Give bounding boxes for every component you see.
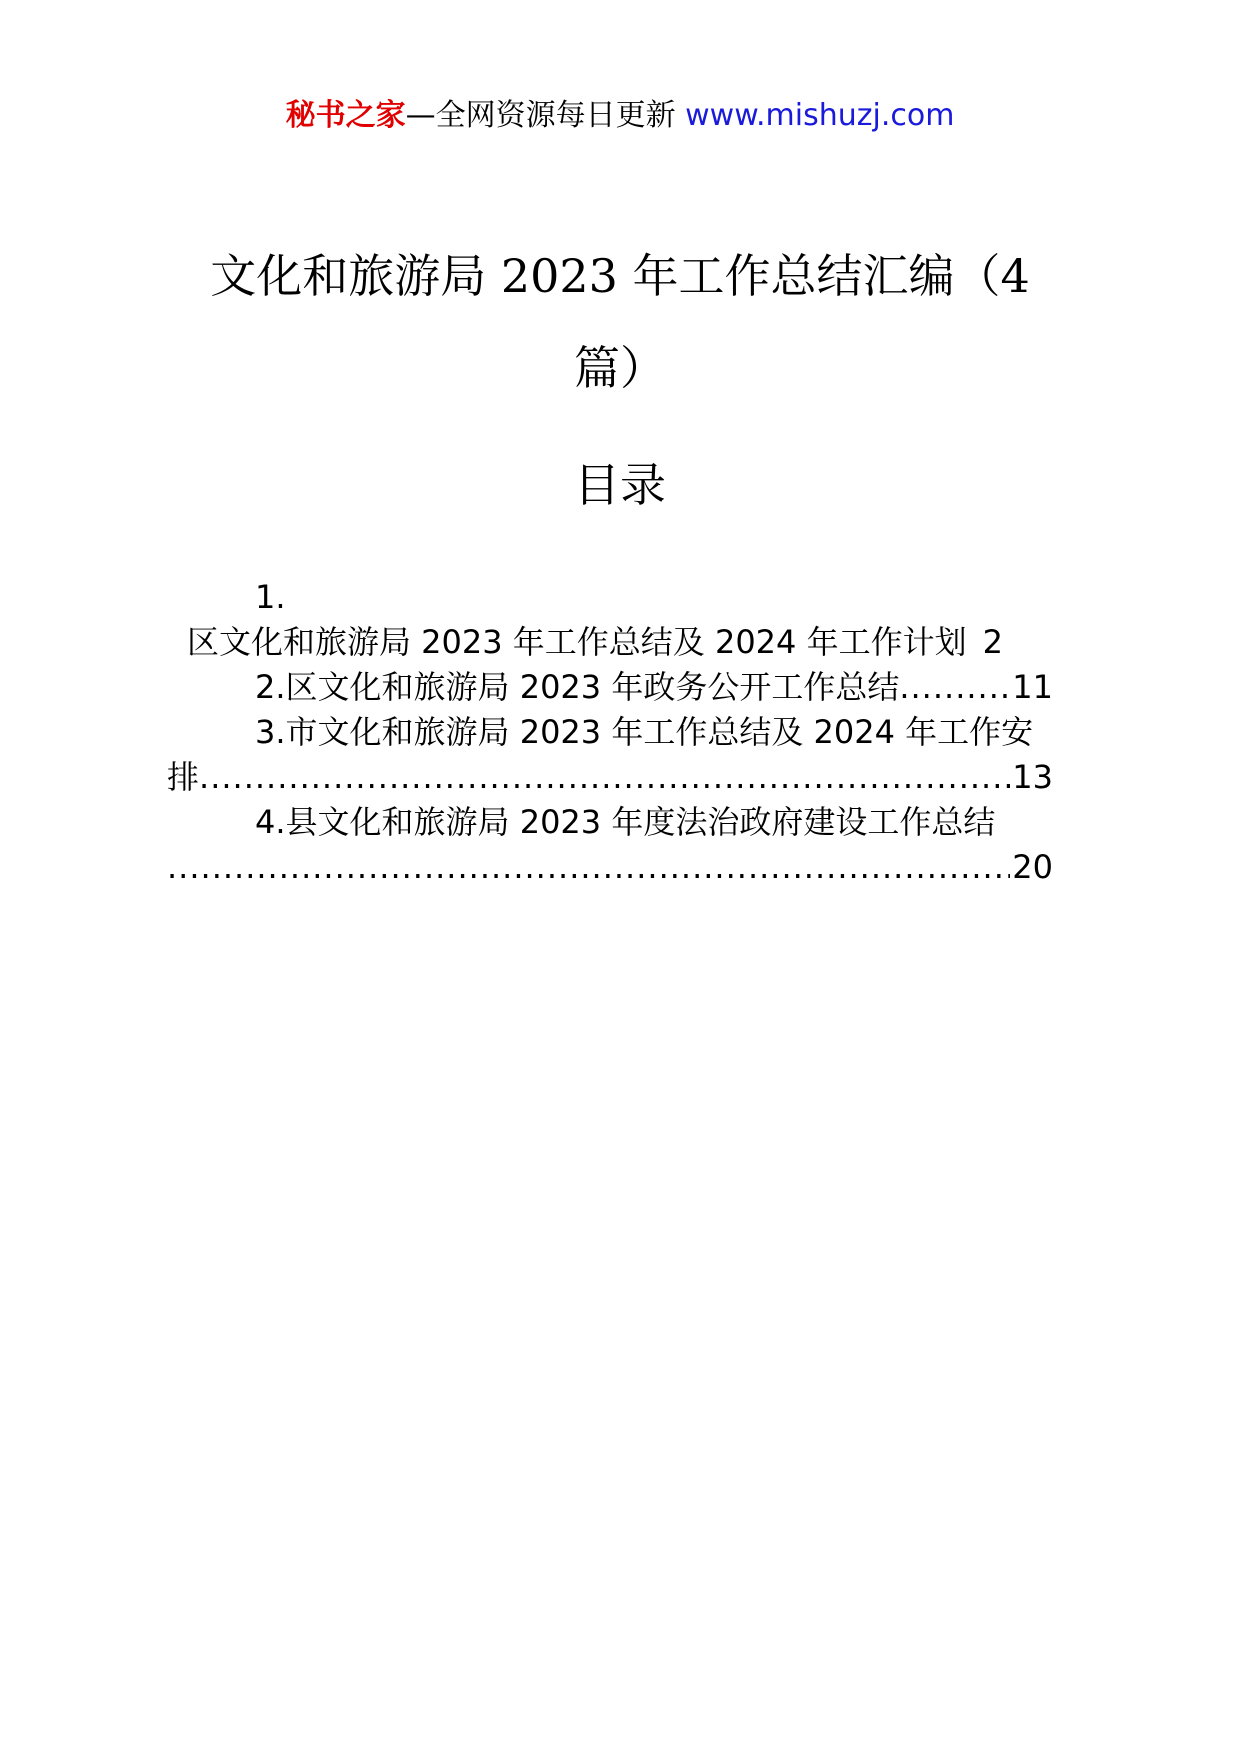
- brand-name: 秘书之家: [285, 98, 406, 133]
- table-of-contents: [167, 575, 1053, 890]
- toc-entry-3-title-line-2: 排: [167, 758, 200, 796]
- toc-entry-3[interactable]: [167, 710, 1053, 800]
- document-title: [200, 230, 1040, 414]
- site-link[interactable]: www.mishuzj.com: [685, 98, 955, 133]
- toc-leader-dots: [167, 845, 1010, 890]
- document-title-line-2: 篇）: [574, 341, 666, 395]
- toc-leader-dots: [199, 755, 1010, 800]
- toc-heading: 目录: [574, 458, 666, 512]
- header-slogan: —全网资源每日更新: [405, 98, 676, 133]
- toc-entry-4-title: 4.县文化和旅游局 2023 年度法治政府建设工作总结: [255, 803, 996, 841]
- toc-leader-dots: [899, 665, 1010, 710]
- toc-entry-4-page: 20: [1012, 848, 1053, 886]
- toc-entry-4[interactable]: [187, 800, 1053, 890]
- toc-entry-2-title: 2.区文化和旅游局 2023 年政务公开工作总结: [255, 668, 900, 706]
- toc-entry-1-title: 区文化和旅游局 2023 年工作总结及 2024 年工作计划: [187, 623, 967, 661]
- toc-entry-1-number: 1.: [255, 578, 286, 616]
- toc-entry-3-title-line-1: 3.市文化和旅游局 2023 年工作总结及 2024 年工作安: [255, 713, 1034, 751]
- toc-entry-3-page: 13: [1012, 758, 1053, 796]
- toc-entry-1-page: 2: [982, 623, 1003, 661]
- toc-entry-2-page: 11: [1012, 668, 1053, 706]
- toc-entry-2[interactable]: [187, 665, 1053, 710]
- toc-entry-1[interactable]: [187, 575, 1053, 665]
- site-header: [0, 96, 1240, 136]
- document-title-line-1: 文化和旅游局 2023 年工作总结汇编（4: [210, 249, 1030, 303]
